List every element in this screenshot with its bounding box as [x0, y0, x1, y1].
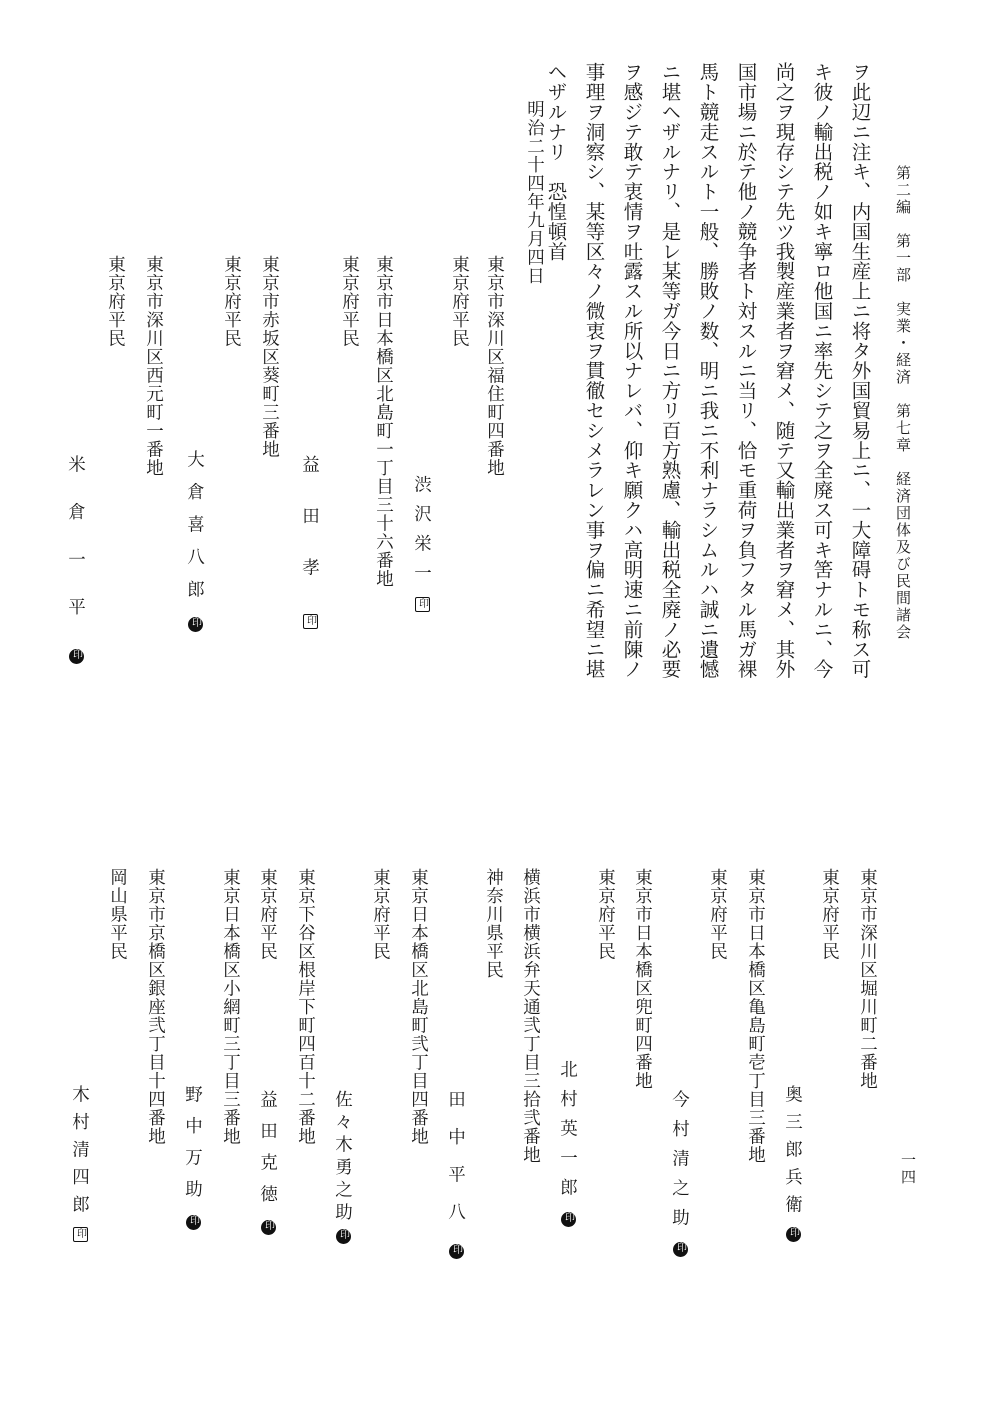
- signatory-name: [333, 1090, 351, 1244]
- signatory-name: [182, 1085, 203, 1239]
- seal-stamp: 印: [187, 1215, 199, 1239]
- signatory-status: 東京府平民: [819, 868, 840, 961]
- signatory-name-text: 今村清之助: [669, 1090, 690, 1238]
- signatory-status: 岡山県平民: [107, 868, 128, 961]
- signatory-name-text: 奥三郎兵衛: [782, 1085, 803, 1223]
- signatory-name: [184, 450, 205, 642]
- signatory-status: 東京府平民: [595, 868, 616, 961]
- seal-stamp: 印: [450, 1244, 462, 1274]
- page-number: 一四: [899, 1152, 917, 1186]
- signatory-name-text: 木村清四郎: [69, 1085, 90, 1223]
- signatory-address: 東京市深川区福住町四番地: [484, 255, 505, 477]
- signatory-name: [557, 1060, 578, 1234]
- signatory-address: 東京市赤坂区葵町三番地: [259, 255, 280, 459]
- body-line: 馬ト競走スルト一般、勝敗ノ数、明ニ我ニ不利ナラシムルハ誠ニ遺憾: [696, 62, 720, 679]
- seal-stamp: 印: [70, 649, 82, 689]
- signatory-address: 横浜市横浜弁天通弐丁目三拾弐番地: [520, 868, 541, 1164]
- seal-stamp: 印: [562, 1211, 574, 1234]
- signatory-name-text: 益田孝: [299, 455, 320, 610]
- body-line: キ彼ノ輸出税ノ如キ寧ロ他国ニ率先シテ之ヲ全廃ス可キ筈ナルニ、今: [810, 62, 834, 679]
- signatory-address: 東京市深川区堀川町二番地: [857, 868, 878, 1090]
- signatory-name: [782, 1085, 803, 1247]
- signatory-address: 東京市日本橋区北島町一丁目三十六番地: [373, 255, 394, 588]
- signatory-name: [445, 1090, 466, 1274]
- signatory-address: 東京市京橋区銀座弐丁目十四番地: [145, 868, 166, 1146]
- signatory-name-text: 益田克徳: [257, 1090, 278, 1216]
- signatory-name: [299, 455, 320, 659]
- signatory-address: 東京市日本橋区亀島町壱丁目三番地: [745, 868, 766, 1164]
- seal-stamp: 印: [304, 614, 316, 659]
- signatory-address: 東京市深川区西元町一番地: [143, 255, 164, 477]
- signatory-name: [69, 1085, 90, 1248]
- body-line: ニ堪ヘザルナリ、是レ某等ガ今日ニ方リ百方熟慮、輸出税全廃ノ必要: [658, 62, 682, 679]
- signatory-name-text: 野中万助: [182, 1085, 203, 1211]
- letter-date: 明治二十四年九月四日: [524, 100, 545, 285]
- chapter-header: 第二編 第一部 実業・経済 第七章 経済団体及び民間諸会: [894, 165, 912, 641]
- signatory-name: [65, 455, 86, 689]
- body-line: 事理ヲ洞察シ、某等区々ノ微衷ヲ貫徹セシメラレン事ヲ偏ニ希望ニ堪: [582, 62, 606, 679]
- signatory-status: 東京府平民: [105, 255, 126, 348]
- signatory-name-text: 大倉喜八郎: [184, 450, 205, 613]
- signatory-name-text: 渋沢栄一: [411, 475, 432, 593]
- signatory-name-text: 米倉一平: [65, 455, 86, 645]
- seal-stamp: 印: [674, 1241, 686, 1264]
- signatory-status: 東京府平民: [370, 868, 391, 961]
- seal-stamp: 印: [74, 1227, 86, 1248]
- signatory-status: 東京府平民: [707, 868, 728, 961]
- seal-stamp: 印: [787, 1226, 799, 1247]
- signatory-status: 神奈川県平民: [483, 868, 504, 979]
- signatory-name-text: 田中平八: [445, 1090, 466, 1240]
- seal-stamp: 印: [262, 1220, 274, 1244]
- signatory-name: [669, 1090, 690, 1264]
- body-line: 国市場ニ於テ他ノ競争者ト対スルニ当リ、恰モ重荷ヲ負フタル馬ガ裸: [734, 62, 758, 679]
- body-line: 尚之ヲ現存シテ先ツ我製産業者ヲ窘メ、随テ又輸出業者ヲ窘メ、其外: [772, 62, 796, 679]
- seal-stamp: 印: [337, 1229, 349, 1244]
- body-line: ヲ此辺ニ注キ、内国生産上ニ将タ外国貿易上ニ、一大障碍トモ称ス可: [848, 62, 872, 679]
- signatory-address: 東京下谷区根岸下町四百十二番地: [295, 868, 316, 1146]
- body-line: ヲ感ジテ敢テ衷情ヲ吐露スル所以ナレバ、仰キ願クハ高明速ニ前陳ノ: [620, 62, 644, 679]
- seal-stamp: 印: [416, 598, 428, 620]
- seal-stamp: 印: [189, 616, 201, 642]
- signatory-status: 東京府平民: [221, 255, 242, 348]
- signatory-status: 東京府平民: [449, 255, 470, 348]
- signatory-status: 東京府平民: [339, 255, 360, 348]
- body-line: ヘザルナリ 恐惶頓首: [544, 62, 568, 261]
- signatory-name-text: 佐々木勇之助: [332, 1090, 353, 1225]
- signatory-status: 東京府平民: [257, 868, 278, 961]
- signatory-address: 東京日本橋区北島町弐丁目四番地: [408, 868, 429, 1146]
- signatory-name: [257, 1090, 278, 1244]
- signatory-address: 東京市日本橋区兜町四番地: [632, 868, 653, 1090]
- signatory-address: 東京日本橋区小網町三丁目三番地: [220, 868, 241, 1146]
- signatory-name-text: 北村英一郎: [557, 1060, 578, 1208]
- signatory-name: [411, 475, 432, 620]
